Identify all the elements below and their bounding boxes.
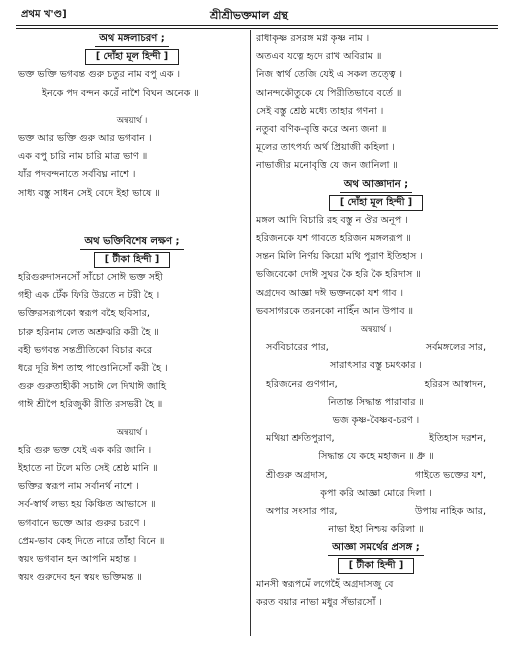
column-divider — [250, 30, 251, 636]
verse-line: ভক্ত ভক্তি ভগবন্ত গুরু চতুর নাম বপু এক । — [18, 69, 181, 81]
verse-line: বহী ভগবন্ত সন্তপ্রীতিকো বিচার করে — [18, 344, 153, 356]
section-heading: আজ্ঞা সমর্থের প্রসঙ্গ ; — [256, 539, 496, 557]
verse-line: চারু হরিনাম লেত অশ্রুঝরি করী হৈ ॥ — [18, 326, 159, 338]
verse-line: সেই বস্তু শ্রেষ্ঠ মধ্যে তাহার গণনা । — [256, 105, 384, 117]
translation-line: ভক্ত আর ভক্তি গুরু আর ভগবান । — [18, 132, 152, 144]
verse-line: করত বয়ার নাভা মধুর সঁভারসোঁ । — [256, 596, 382, 608]
source-box: [ দোঁহা মূল হিন্দী ] — [18, 48, 246, 66]
verse-line: ভবসাগরকে তরনকো নাহিঁন আন উপাব ॥ — [256, 305, 414, 317]
translation-line: স্বয়ং গুরুদেব হন স্বয়ং ভক্তিমন্ত ॥ — [18, 572, 142, 584]
translation-line: শ্রীগুরু অগ্রদাস, গাইতে ভক্তের যশ, — [266, 469, 486, 481]
verse-line: রাধাকৃষ্ণ রসরঙ্গ মগ্ন কৃষ্ণ নাম । — [256, 33, 370, 44]
translation-line: প্রেম-ভাব কেহ দিতে নারে তাঁহা বিনে ॥ — [18, 535, 165, 547]
translation-line: সাধ্য বস্তু সাধন সেই বেদে ইহা ভাষে ॥ — [18, 187, 160, 199]
translation-line: নিতান্ত সিদ্ধান্ত পারাবার ॥ — [328, 396, 424, 408]
section-heading: অথ ভক্তিবিশেষ লক্ষণ ; — [18, 233, 246, 251]
verse-line: হরিজনকে যশ গাবতে হরিজন মঙ্গলরূপ ॥ — [256, 233, 411, 245]
translation-line: কৃপা করি আজ্ঞা মোরে দিলা । — [320, 487, 432, 499]
verse-line: হরিগুরুদাসনসোঁ সাঁচো সোঈ ভক্ত সহী — [18, 272, 163, 284]
verse-line: ইনকে পদ বন্দন করেঁ নাশৈ বিঘন অনেক ॥ — [42, 87, 199, 99]
source-box: [ টীকা হিন্দী ] — [18, 251, 246, 269]
translation-line: ভজ কৃষ্ণ-বৈষ্ণব-চরণ । — [332, 414, 420, 426]
translation-line: সিদ্ধান্ত যে কহে মহাজন ॥ ধ্রু ॥ — [318, 451, 434, 463]
anvayartha-label: অন্বয়ার্থ । — [116, 115, 148, 126]
translation-line: ইহাতে না টলে মতি সেই শ্রেষ্ঠ মানি ॥ — [18, 462, 158, 474]
translation-line: অপার সংসার পার, উপায় নাহিক আর, — [266, 505, 486, 517]
translation-line: যাঁর পদবন্দনাতে সর্ববিঘ্ন নাশে । — [18, 169, 136, 181]
anvayartha-label: অন্বয়ার্থ । — [360, 325, 392, 335]
book-title: শ্রীশ্রীভক্তমাল গ্রন্থ — [210, 9, 288, 22]
translation-line: মথিয়া শ্রুতিপুরাণ, ইতিহাস দরশন, — [266, 433, 486, 445]
verse-line: অগ্রদেব আজ্ঞা দঈ ভক্তনকো যশ গাব । — [256, 287, 404, 299]
left-column — [18, 30, 246, 587]
source-box: [ টীকা হিন্দী ] — [256, 557, 496, 575]
verse-line: ভক্তিরসরূপকো স্বরূপ বহৈ ছবিসার, — [18, 308, 150, 320]
source-box: [ দোঁহা মূল হিন্দী ] — [256, 194, 496, 212]
header-rule-bottom — [16, 28, 498, 29]
right-column — [256, 30, 496, 612]
verse-line: গুরু গুরুতাহীকী সচাঈ লে দিখাঈ জাহি — [18, 381, 167, 393]
header-rule-top — [16, 25, 498, 26]
translation-line: ভক্তির স্বরূপ নাম সর্বানর্থ নাশে । — [18, 481, 139, 493]
translation-line: হরিজনের গুণগান, হরিরস আস্বাদন, — [266, 378, 486, 390]
verse-line: নিজ স্বার্থ তেজি যেই এ সকল তত্ত্বে । — [256, 69, 403, 81]
verse-line: আনন্দকৌতুকে যে পিরীতিভাবে বর্তে ॥ — [256, 87, 402, 99]
verse-line: মূলের তাৎপর্য্য অর্থ প্রিয়াজী কহিলা । — [256, 142, 395, 154]
verse-line: গহী এক টেঁক ফিরি উরতে ন টরী হৈ । — [18, 290, 160, 302]
translation-line: সর্ববিচারের পার, সর্বমঙ্গলের সার, — [266, 342, 486, 354]
translation-line: নাভা ইহা নিশ্চয় করিলা ॥ — [328, 524, 424, 536]
translation-line: ভগবানে ভক্তে আর গুরুর চরণে । — [18, 517, 146, 529]
verse-line: সন্তন মিলি নির্ণয় কিয়ো মথি পুরাণ ইতিহাস । — [256, 251, 423, 263]
translation-line: সর্ব-স্বার্থ লভ্য হয় কিঞ্চিত আভাসে ॥ — [18, 499, 156, 511]
verse-line: গাঈ শ্রীপৈ হরিজুকী রীতি রসভরী হৈ ॥ — [18, 399, 163, 411]
verse-line: অতএব যত্নে হৃদে রাখ অবিরাম ॥ — [256, 51, 382, 63]
verse-line: মানসী স্বরূপমেঁ লগেহৈঁ অগ্রদাসজু বে — [256, 578, 394, 590]
verse-line: মঙ্গল আদি বিচারি রহ বস্তু ন ঔর অনূপ । — [256, 214, 408, 226]
translation-line: স্বয়ং ভগবান হন আপনি মহান্ত । — [18, 553, 137, 565]
verse-line: ধরে দূরি ঈশ তাহু পাণ্ডোনিসোঁ করী হৈ । — [18, 363, 168, 374]
verse-line: নাভাজীর মনোবৃত্তি যে জন জানিলা ॥ — [256, 160, 398, 172]
page-section-label: প্রথম খ'ণ্ড] — [21, 9, 67, 20]
translation-line: এক বপু চারি নাম চারি মাত্র ভাণ ॥ — [18, 151, 148, 163]
section-heading: অথ আজ্ঞাদান ; — [256, 176, 496, 194]
translation-line: সারাৎসার বস্তু চমৎকার । — [330, 360, 422, 372]
verse-line: নতুবা বণিক-বৃত্তি করে অন্য জনা ॥ — [256, 123, 387, 135]
section-heading: অথ মঙ্গলাচরণ ; — [18, 30, 246, 48]
verse-line: ভজিবেকো দোঈ সুঘর কৈ হরি কৈ হরিদাস ॥ — [256, 269, 421, 281]
anvayartha-label: অন্বয়ার্থ । — [116, 427, 148, 438]
translation-line: হরি গুরু ভক্ত যেই এক করি জানি । — [18, 444, 152, 456]
